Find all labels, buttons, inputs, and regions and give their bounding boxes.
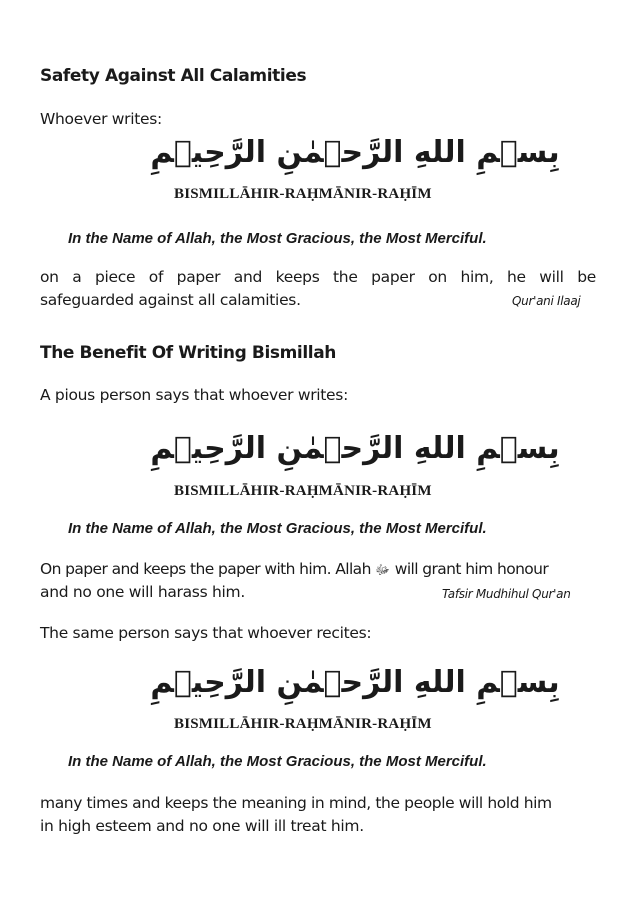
- section-heading-benefit: The Benefit Of Writing Bismillah: [40, 343, 336, 363]
- body-paragraph-line: safeguarded against all calamities.: [40, 291, 301, 309]
- body-paragraph-line: in high esteem and no one will ill treat him.: [40, 817, 364, 835]
- bismillah-transliteration: BISMILLĀHIR-RAḤMĀNIR-RAḤĪM: [174, 483, 432, 499]
- section-heading-safety: Safety Against All Calamities: [40, 66, 307, 86]
- intro-text: The same person says that whoever recites:: [40, 624, 372, 642]
- bismillah-translation: In the Name of Allah, the Most Gracious, the Most Merciful.: [68, 753, 487, 770]
- body-paragraph-line: many times and keeps the meaning in mind, the people will hold him: [40, 794, 552, 812]
- bismillah-arabic: بِسۡمِ اللهِ الرَّحۡمٰنِ الرَّحِيۡمِ: [150, 665, 560, 700]
- bismillah-transliteration: BISMILLĀHIR-RAḤMĀNIR-RAḤĪM: [174, 186, 432, 202]
- body-paragraph-line: On paper and keeps the paper with him. Allah ﷻ will grant him honour: [40, 560, 549, 578]
- reference-citation: Qur'ani Ilaaj: [512, 294, 581, 308]
- body-paragraph-line: on a piece of paper and keeps the paper on him, he will be: [40, 268, 596, 286]
- bismillah-transliteration: BISMILLĀHIR-RAḤMĀNIR-RAḤĪM: [174, 716, 432, 732]
- bismillah-arabic: بِسۡمِ اللهِ الرَّحۡمٰنِ الرَّحِيۡمِ: [150, 431, 560, 466]
- body-paragraph-line: and no one will harass him.: [40, 583, 245, 601]
- intro-text: A pious person says that whoever writes:: [40, 386, 348, 404]
- honorific-glyph: ﷻ: [375, 563, 390, 578]
- bismillah-arabic: بِسۡمِ اللهِ الرَّحۡمٰنِ الرَّحِيۡمِ: [150, 135, 560, 170]
- bismillah-translation: In the Name of Allah, the Most Gracious, the Most Merciful.: [68, 520, 487, 537]
- bismillah-translation: In the Name of Allah, the Most Gracious, the Most Merciful.: [68, 230, 487, 247]
- reference-citation: Tafsir Mudhihul Qur'an: [442, 587, 571, 601]
- intro-text: Whoever writes:: [40, 110, 162, 128]
